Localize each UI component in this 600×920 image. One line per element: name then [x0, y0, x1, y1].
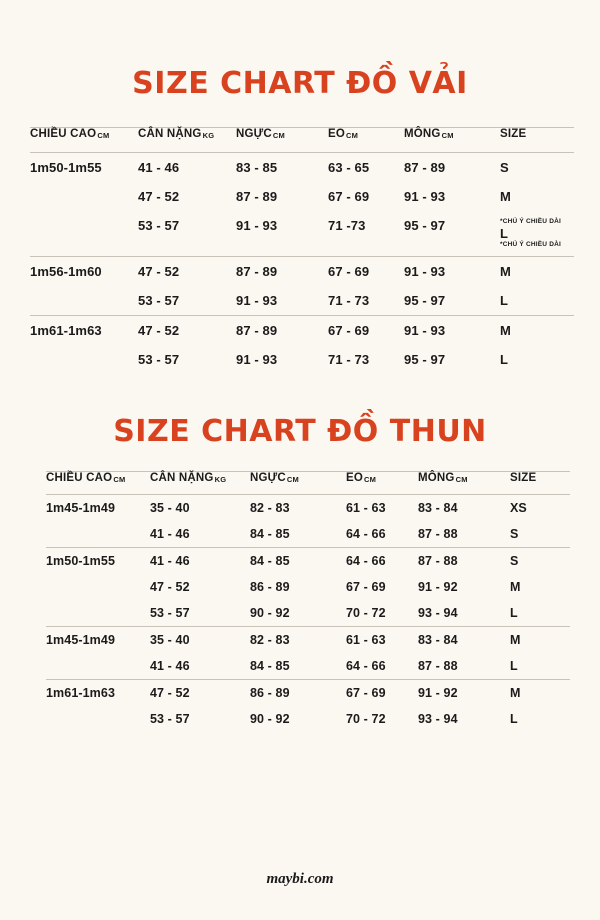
cell-size: M	[510, 580, 521, 595]
table-row	[46, 653, 570, 680]
cell-bust: 82 - 83	[250, 627, 346, 654]
cell-bust: 82 - 83	[250, 501, 290, 516]
size-note: *CHÚ Ý CHIỀU DÀI	[500, 241, 561, 249]
cell-waist: 67 - 69	[346, 580, 386, 595]
table-header-do-vai	[30, 128, 574, 153]
cell-waist: 67 - 69	[346, 680, 418, 707]
cell-hip: 87 - 88	[418, 527, 458, 542]
table-row	[46, 600, 570, 627]
unit-label: CM	[441, 131, 454, 141]
cell-weight: 35 - 40	[150, 501, 190, 516]
cell-height: 1m61-1m63	[46, 680, 150, 707]
cell-hip: 91 - 93	[404, 316, 500, 346]
cell-height: 1m61-1m63	[30, 316, 138, 346]
cell-height	[30, 182, 138, 211]
cell-hip: 87 - 89	[404, 160, 446, 176]
cell-height: 1m56-1m60	[30, 257, 138, 287]
size-table-do-thun	[46, 471, 570, 732]
cell-weight: 41 - 46	[150, 527, 190, 542]
cell-waist: 63 - 65	[328, 160, 370, 176]
column-header-weight: CÂN NẶNGKG	[150, 472, 227, 485]
cell-waist: 67 - 69	[328, 257, 404, 287]
cell-bust: 87 - 89	[236, 316, 328, 346]
column-header-bust: NGỰCCM	[236, 128, 285, 141]
table-row	[46, 680, 570, 707]
cell-weight: 53 - 57	[138, 293, 180, 309]
cell-hip: 95 - 97	[404, 218, 446, 234]
cell-bust: 91 - 93	[236, 293, 278, 309]
unit-label: KG	[214, 475, 227, 485]
cell-height	[30, 211, 138, 257]
unit-label: KG	[202, 131, 215, 141]
column-header-hip: MÔNGCM	[418, 472, 468, 485]
cell-weight: 35 - 40	[150, 627, 250, 654]
column-header-waist: EOCM	[328, 128, 359, 141]
size-table-do-vai	[30, 127, 574, 374]
size-note: *CHÚ Ý CHIỀU DÀI	[500, 218, 561, 226]
column-header-waist: EOCM	[346, 472, 377, 485]
cell-hip: 87 - 88	[418, 548, 510, 575]
cell-height	[46, 600, 150, 627]
cell-waist: 71 - 73	[328, 293, 370, 309]
cell-waist: 67 - 69	[328, 189, 370, 205]
cell-hip: 91 - 93	[404, 257, 500, 287]
cell-hip: 93 - 94	[418, 712, 458, 727]
cell-height	[46, 653, 150, 680]
cell-waist: 64 - 66	[346, 659, 386, 674]
cell-bust: 90 - 92	[250, 712, 290, 727]
table-row	[30, 153, 574, 183]
cell-size: S	[510, 527, 519, 542]
cell-bust: 84 - 85	[250, 548, 346, 575]
cell-weight: 53 - 57	[138, 218, 180, 234]
cell-bust: 90 - 92	[250, 606, 290, 621]
cell-bust: 87 - 89	[236, 189, 278, 205]
column-header-size: SIZE	[500, 128, 527, 141]
cell-size: S	[500, 160, 509, 176]
cell-height: 1m45-1m49	[46, 501, 116, 516]
cell-size: M	[510, 680, 570, 707]
cell-height: 1m50-1m55	[46, 548, 150, 575]
cell-size: M	[500, 257, 574, 287]
column-header-size: SIZE	[510, 472, 537, 485]
table-row	[46, 521, 570, 548]
cell-weight: 53 - 57	[150, 606, 190, 621]
cell-size: L	[510, 712, 518, 727]
cell-height	[46, 706, 150, 732]
cell-hip: 87 - 88	[418, 659, 458, 674]
cell-waist: 70 - 72	[346, 606, 386, 621]
column-header-height: CHIỀU CAOCM	[46, 472, 126, 485]
cell-bust: 86 - 89	[250, 580, 290, 595]
table-row	[30, 345, 574, 374]
table-row	[30, 286, 574, 316]
cell-size: M	[510, 627, 570, 654]
table-row	[46, 495, 570, 522]
brand-footer: maybi.com	[266, 871, 334, 888]
cell-weight: 41 - 46	[150, 659, 190, 674]
cell-waist: 64 - 66	[346, 548, 418, 575]
cell-waist: 64 - 66	[346, 527, 386, 542]
cell-size: *CHÚ Ý CHIỀU DÀI L *CHÚ Ý CHIỀU DÀI	[500, 211, 574, 257]
table-header-do-thun	[46, 472, 570, 495]
cell-waist: 67 - 69	[328, 316, 404, 346]
cell-weight: 47 - 52	[138, 189, 180, 205]
page-title-do-thun: SIZE CHART ĐỒ THUN	[113, 414, 487, 450]
cell-waist: 61 - 63	[346, 501, 386, 516]
cell-size: M	[500, 189, 511, 205]
table-row	[30, 316, 574, 346]
table-row	[46, 627, 570, 654]
cell-size: L	[500, 293, 509, 309]
unit-label: CM	[286, 475, 299, 485]
column-header-bust: NGỰCCM	[250, 472, 299, 485]
column-header-weight: CÂN NẶNGKG	[138, 128, 215, 141]
size-chart-page	[0, 20, 600, 920]
cell-size: L	[500, 352, 509, 368]
unit-label: CM	[113, 475, 126, 485]
cell-hip: 91 - 92	[418, 680, 510, 707]
table-body-do-vai	[30, 153, 574, 375]
cell-hip: 83 - 84	[418, 501, 458, 516]
cell-hip: 95 - 97	[404, 352, 446, 368]
cell-bust: 83 - 85	[236, 160, 278, 176]
table-body-do-thun	[46, 495, 570, 733]
cell-weight: 41 - 46	[150, 548, 250, 575]
unit-label: CM	[455, 475, 468, 485]
cell-hip: 91 - 93	[404, 189, 446, 205]
cell-height	[30, 345, 138, 374]
unit-label: CM	[364, 475, 377, 485]
cell-size: M	[500, 316, 574, 346]
cell-height: 1m50-1m55	[30, 160, 102, 176]
cell-waist: 71 - 73	[328, 352, 370, 368]
cell-bust: 87 - 89	[236, 257, 328, 287]
cell-height: 1m45-1m49	[46, 627, 150, 654]
cell-weight: 53 - 57	[150, 712, 190, 727]
cell-size: L	[510, 606, 518, 621]
cell-height	[46, 574, 150, 600]
unit-label: CM	[97, 131, 110, 141]
table-row	[46, 574, 570, 600]
cell-bust: 91 - 93	[236, 218, 278, 234]
cell-bust: 84 - 85	[250, 527, 290, 542]
cell-waist: 71 -73	[328, 218, 366, 234]
table-row	[46, 706, 570, 732]
cell-weight: 53 - 57	[138, 352, 180, 368]
table-row	[30, 257, 574, 287]
cell-bust: 84 - 85	[250, 659, 290, 674]
column-header-hip: MÔNGCM	[404, 128, 454, 141]
cell-height	[30, 286, 138, 316]
unit-label: CM	[272, 131, 285, 141]
cell-waist: 61 - 63	[346, 627, 418, 654]
cell-waist: 70 - 72	[346, 712, 386, 727]
cell-height	[46, 521, 150, 548]
table-row	[46, 548, 570, 575]
cell-size: S	[510, 548, 570, 575]
cell-weight: 47 - 52	[138, 316, 236, 346]
page-title-do-vai: SIZE CHART ĐỒ VẢI	[132, 66, 468, 102]
cell-size: L	[510, 659, 518, 674]
table-row	[30, 211, 574, 257]
cell-bust: 86 - 89	[250, 680, 346, 707]
cell-weight: 41 - 46	[138, 160, 180, 176]
cell-hip: 93 - 94	[418, 606, 458, 621]
cell-size: XS	[510, 501, 527, 516]
cell-hip: 95 - 97	[404, 293, 446, 309]
column-header-height: CHIỀU CAOCM	[30, 128, 110, 141]
cell-hip: 91 - 92	[418, 580, 458, 595]
cell-bust: 91 - 93	[236, 352, 278, 368]
unit-label: CM	[346, 131, 359, 141]
cell-hip: 83 - 84	[418, 627, 510, 654]
cell-weight: 47 - 52	[150, 580, 190, 595]
cell-weight: 47 - 52	[138, 257, 236, 287]
table-row	[30, 182, 574, 211]
cell-weight: 47 - 52	[150, 680, 250, 707]
